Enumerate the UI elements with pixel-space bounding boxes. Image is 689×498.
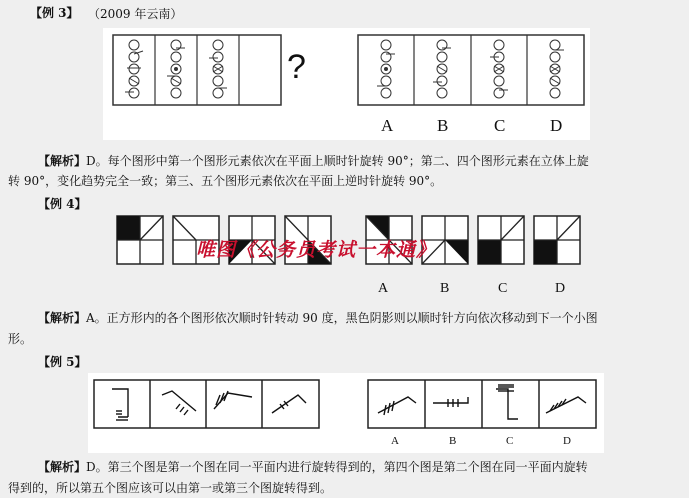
example-5-analysis-line-2: 得到的，所以第五个图应该可以由第一或第三个图旋转得到。 — [8, 481, 333, 495]
example-5-figure — [88, 373, 604, 453]
ex5-option-b-label: B — [449, 435, 457, 447]
example-3-figure-panel — [103, 28, 590, 140]
ex3-option-d-label: D — [550, 116, 563, 135]
ex3-option-b-label: B — [437, 116, 449, 135]
example-3-figure — [103, 28, 590, 140]
ex5-option-a-label: A — [391, 435, 399, 447]
ex3-option-c-label: C — [494, 116, 506, 135]
example-3-source: （2009 年云南） — [88, 7, 183, 21]
analysis-label: 【解析】 — [38, 460, 87, 474]
ex4-option-d-label: D — [555, 281, 566, 296]
example-4-analysis-line-2: 形。 — [8, 332, 33, 346]
ex4-option-c-label: C — [498, 281, 508, 296]
example-5-heading: 【例 5】 — [38, 355, 87, 369]
example-3-analysis-line-2: 转 90°，变化趋势完全一致；第三、五个图形元素依次在平面上逆时针旋转 90°。 — [8, 174, 443, 188]
question-mark: ? — [287, 48, 306, 86]
example-4-heading: 【例 4】 — [38, 197, 87, 211]
example-5-figure-panel — [88, 373, 604, 453]
analysis-label: 【解析】 — [38, 154, 87, 168]
ex5-option-d-label: D — [563, 435, 571, 447]
example-3-heading: 【例 3】 — [30, 6, 79, 20]
example-5-analysis-line-1: 【解析】D。第三个图是第一个图在同一平面内进行旋转得到的，第四个图是第二个图在同一平面内旋转 — [38, 460, 588, 474]
analysis-label: 【解析】 — [38, 311, 87, 325]
ex4-option-b-label: B — [440, 281, 450, 296]
example-3-analysis-line-1: 【解析】D。每个图形中第一个图形元素依次在平面上顺时针旋转 90°；第二、四个图形元素在立体上旋 — [38, 154, 589, 168]
example-4-analysis-line-1: 【解析】A。正方形内的各个图形依次顺时针转动 90 度，黑色阴影则以顺时针方向依次移动到下一个小图 — [38, 311, 598, 325]
ex5-option-c-label: C — [506, 435, 514, 447]
ex4-option-a-label: A — [378, 281, 389, 296]
watermark-text: 唯图《公务员考试一本通》 — [196, 239, 437, 261]
ex3-option-a-label: A — [381, 116, 394, 135]
